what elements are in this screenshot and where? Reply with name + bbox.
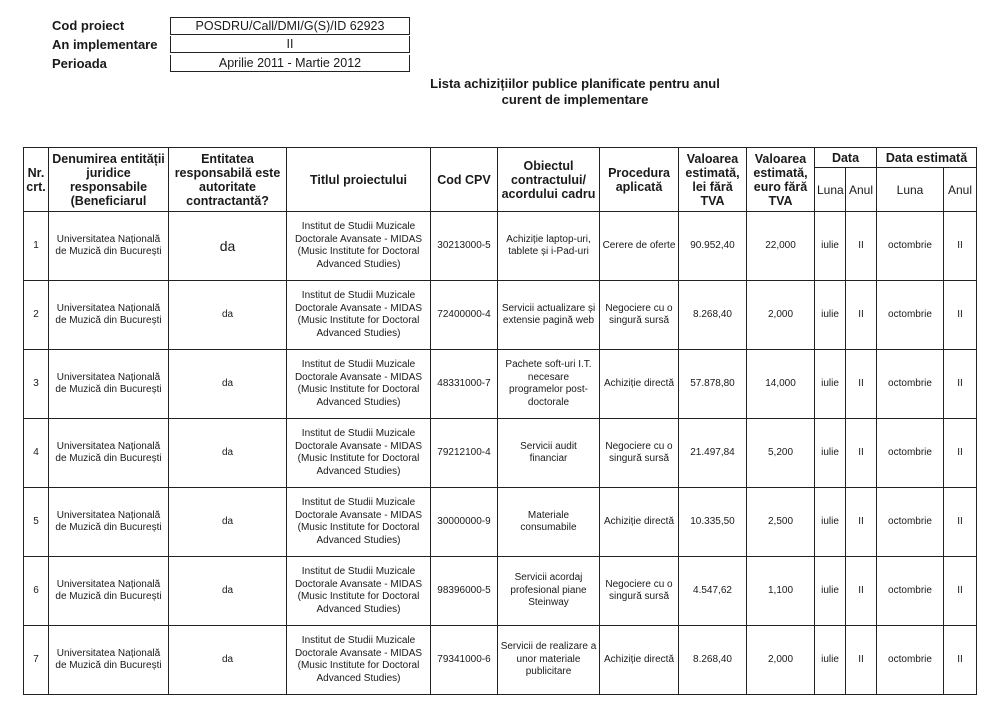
cell-month-estimated: octombrie <box>877 488 944 557</box>
header-year-estimated: Anul <box>944 168 977 212</box>
cell-entity: Universitatea Națională de Muzică din București <box>49 212 169 281</box>
cell-procedure: Negociere cu o singură sursă <box>600 281 679 350</box>
cell-value-lei: 57.878,80 <box>679 350 747 419</box>
document-title-line-1: Lista achizițiilor publice planificate pentru anul <box>430 76 720 91</box>
header-project: Titlul proiectului <box>287 148 431 212</box>
cell-cpv: 72400000-4 <box>431 281 498 350</box>
cell-value-lei: 90.952,40 <box>679 212 747 281</box>
cell-month: iulie <box>815 419 846 488</box>
header-nr: Nr. crt. <box>24 148 49 212</box>
cell-entity: Universitatea Națională de Muzică din București <box>49 350 169 419</box>
header-value-euro: Valoarea estimată, euro fără TVA <box>747 148 815 212</box>
cell-month-estimated: octombrie <box>877 350 944 419</box>
period-label: Perioada <box>52 56 107 71</box>
table-row <box>24 281 977 350</box>
header-procedure: Procedura aplicată <box>600 148 679 212</box>
cell-nr: 3 <box>24 350 49 419</box>
cell-object: Pachete soft-uri I.T. necesare programelor post-doctorale <box>498 350 600 419</box>
project-code-row <box>52 16 410 35</box>
table-row <box>24 419 977 488</box>
cell-nr: 5 <box>24 488 49 557</box>
cell-nr: 6 <box>24 557 49 626</box>
cell-month-estimated: octombrie <box>877 419 944 488</box>
document-title-line-2: curent de implementare <box>501 92 649 107</box>
cell-month: iulie <box>815 350 846 419</box>
cell-year-estimated: II <box>944 626 977 695</box>
cell-entity: Universitatea Națională de Muzică din București <box>49 488 169 557</box>
cell-object: Servicii audit financiar <box>498 419 600 488</box>
header-date: Data <box>815 148 877 168</box>
header-date-estimated: Data estimată <box>877 148 977 168</box>
cell-value-euro: 22,000 <box>747 212 815 281</box>
cell-year-estimated: II <box>944 350 977 419</box>
implementation-year-label: An implementare <box>52 37 158 52</box>
implementation-year-row <box>52 35 410 54</box>
cell-project: Institut de Studii Muzicale Doctorale Avansate - MIDAS (Music Institute for Doctoral Advanced Studies) <box>287 212 431 281</box>
cell-month-estimated: octombrie <box>877 212 944 281</box>
project-code-value: POSDRU/Call/DMI/G(S)/ID 62923 <box>170 17 410 35</box>
cell-responsible: da <box>169 626 287 695</box>
procurement-table <box>23 147 977 695</box>
cell-entity: Universitatea Națională de Muzică din București <box>49 281 169 350</box>
cell-procedure: Achiziție directă <box>600 488 679 557</box>
cell-value-lei: 4.547,62 <box>679 557 747 626</box>
table-row <box>24 350 977 419</box>
cell-nr: 7 <box>24 626 49 695</box>
cell-month: iulie <box>815 281 846 350</box>
table-row <box>24 488 977 557</box>
cell-project: Institut de Studii Muzicale Doctorale Avansate - MIDAS (Music Institute for Doctoral Advanced Studies) <box>287 350 431 419</box>
table-row <box>24 626 977 695</box>
header-year: Anul <box>846 168 877 212</box>
cell-entity: Universitatea Națională de Muzică din București <box>49 626 169 695</box>
cell-object: Servicii de realizare a unor materiale publicitare <box>498 626 600 695</box>
table-row <box>24 212 977 281</box>
cell-value-lei: 8.268,40 <box>679 626 747 695</box>
cell-value-lei: 8.268,40 <box>679 281 747 350</box>
cell-entity: Universitatea Națională de Muzică din București <box>49 557 169 626</box>
cell-object: Achiziție laptop-uri, tablete și i-Pad-uri <box>498 212 600 281</box>
cell-month: iulie <box>815 488 846 557</box>
cell-year-estimated: II <box>944 212 977 281</box>
header-responsible: Entitatea responsabilă este autoritate contractantă? <box>169 148 287 212</box>
cell-year: II <box>846 281 877 350</box>
cell-year: II <box>846 419 877 488</box>
cell-cpv: 79212100-4 <box>431 419 498 488</box>
cell-value-euro: 2,000 <box>747 281 815 350</box>
cell-entity: Universitatea Națională de Muzică din București <box>49 419 169 488</box>
header-month-estimated: Luna <box>877 168 944 212</box>
cell-responsible: da <box>169 419 287 488</box>
cell-year: II <box>846 557 877 626</box>
cell-project: Institut de Studii Muzicale Doctorale Avansate - MIDAS (Music Institute for Doctoral Advanced Studies) <box>287 626 431 695</box>
cell-value-euro: 2,000 <box>747 626 815 695</box>
cell-project: Institut de Studii Muzicale Doctorale Avansate - MIDAS (Music Institute for Doctoral Advanced Studies) <box>287 419 431 488</box>
cell-cpv: 98396000-5 <box>431 557 498 626</box>
header-month: Luna <box>815 168 846 212</box>
cell-procedure: Cerere de oferte <box>600 212 679 281</box>
cell-month: iulie <box>815 557 846 626</box>
cell-responsible: da <box>169 350 287 419</box>
project-info-block <box>52 16 410 73</box>
cell-project: Institut de Studii Muzicale Doctorale Avansate - MIDAS (Music Institute for Doctoral Advanced Studies) <box>287 557 431 626</box>
period-row <box>52 54 410 73</box>
cell-nr: 1 <box>24 212 49 281</box>
cell-year-estimated: II <box>944 557 977 626</box>
cell-procedure: Negociere cu o singură sursă <box>600 557 679 626</box>
header-value-lei: Valoarea estimată, lei fără TVA <box>679 148 747 212</box>
cell-value-lei: 10.335,50 <box>679 488 747 557</box>
header-entity: Denumirea entității juridice responsabile (Beneficiarul <box>49 148 169 212</box>
cell-nr: 4 <box>24 419 49 488</box>
cell-procedure: Achiziție directă <box>600 626 679 695</box>
table-row <box>24 557 977 626</box>
cell-year: II <box>846 626 877 695</box>
cell-month-estimated: octombrie <box>877 626 944 695</box>
cell-cpv: 30000000-9 <box>431 488 498 557</box>
header-cpv: Cod CPV <box>431 148 498 212</box>
cell-month: iulie <box>815 626 846 695</box>
cell-procedure: Achiziție directă <box>600 350 679 419</box>
period-value: Aprilie 2011 - Martie 2012 <box>170 55 410 72</box>
document-title <box>420 76 730 108</box>
cell-object: Servicii actualizare și extensie pagină web <box>498 281 600 350</box>
cell-month: iulie <box>815 212 846 281</box>
cell-value-euro: 14,000 <box>747 350 815 419</box>
cell-value-lei: 21.497,84 <box>679 419 747 488</box>
cell-responsible: da <box>169 281 287 350</box>
cell-responsible: da <box>169 212 287 281</box>
cell-year-estimated: II <box>944 419 977 488</box>
implementation-year-value: II <box>170 36 410 53</box>
cell-cpv: 79341000-6 <box>431 626 498 695</box>
project-code-label: Cod proiect <box>52 18 125 33</box>
cell-value-euro: 1,100 <box>747 557 815 626</box>
cell-month-estimated: octombrie <box>877 557 944 626</box>
cell-project: Institut de Studii Muzicale Doctorale Avansate - MIDAS (Music Institute for Doctoral Advanced Studies) <box>287 488 431 557</box>
cell-procedure: Negociere cu o singură sursă <box>600 419 679 488</box>
cell-project: Institut de Studii Muzicale Doctorale Avansate - MIDAS (Music Institute for Doctoral Advanced Studies) <box>287 281 431 350</box>
cell-responsible: da <box>169 557 287 626</box>
cell-year: II <box>846 212 877 281</box>
cell-year-estimated: II <box>944 281 977 350</box>
cell-responsible: da <box>169 488 287 557</box>
cell-cpv: 48331000-7 <box>431 350 498 419</box>
cell-month-estimated: octombrie <box>877 281 944 350</box>
cell-year-estimated: II <box>944 488 977 557</box>
cell-year: II <box>846 350 877 419</box>
cell-object: Servicii acordaj profesional piane Steinway <box>498 557 600 626</box>
cell-object: Materiale consumabile <box>498 488 600 557</box>
cell-value-euro: 5,200 <box>747 419 815 488</box>
cell-year: II <box>846 488 877 557</box>
cell-cpv: 30213000-5 <box>431 212 498 281</box>
cell-nr: 2 <box>24 281 49 350</box>
header-object: Obiectul contractului/ acordului cadru <box>498 148 600 212</box>
cell-value-euro: 2,500 <box>747 488 815 557</box>
